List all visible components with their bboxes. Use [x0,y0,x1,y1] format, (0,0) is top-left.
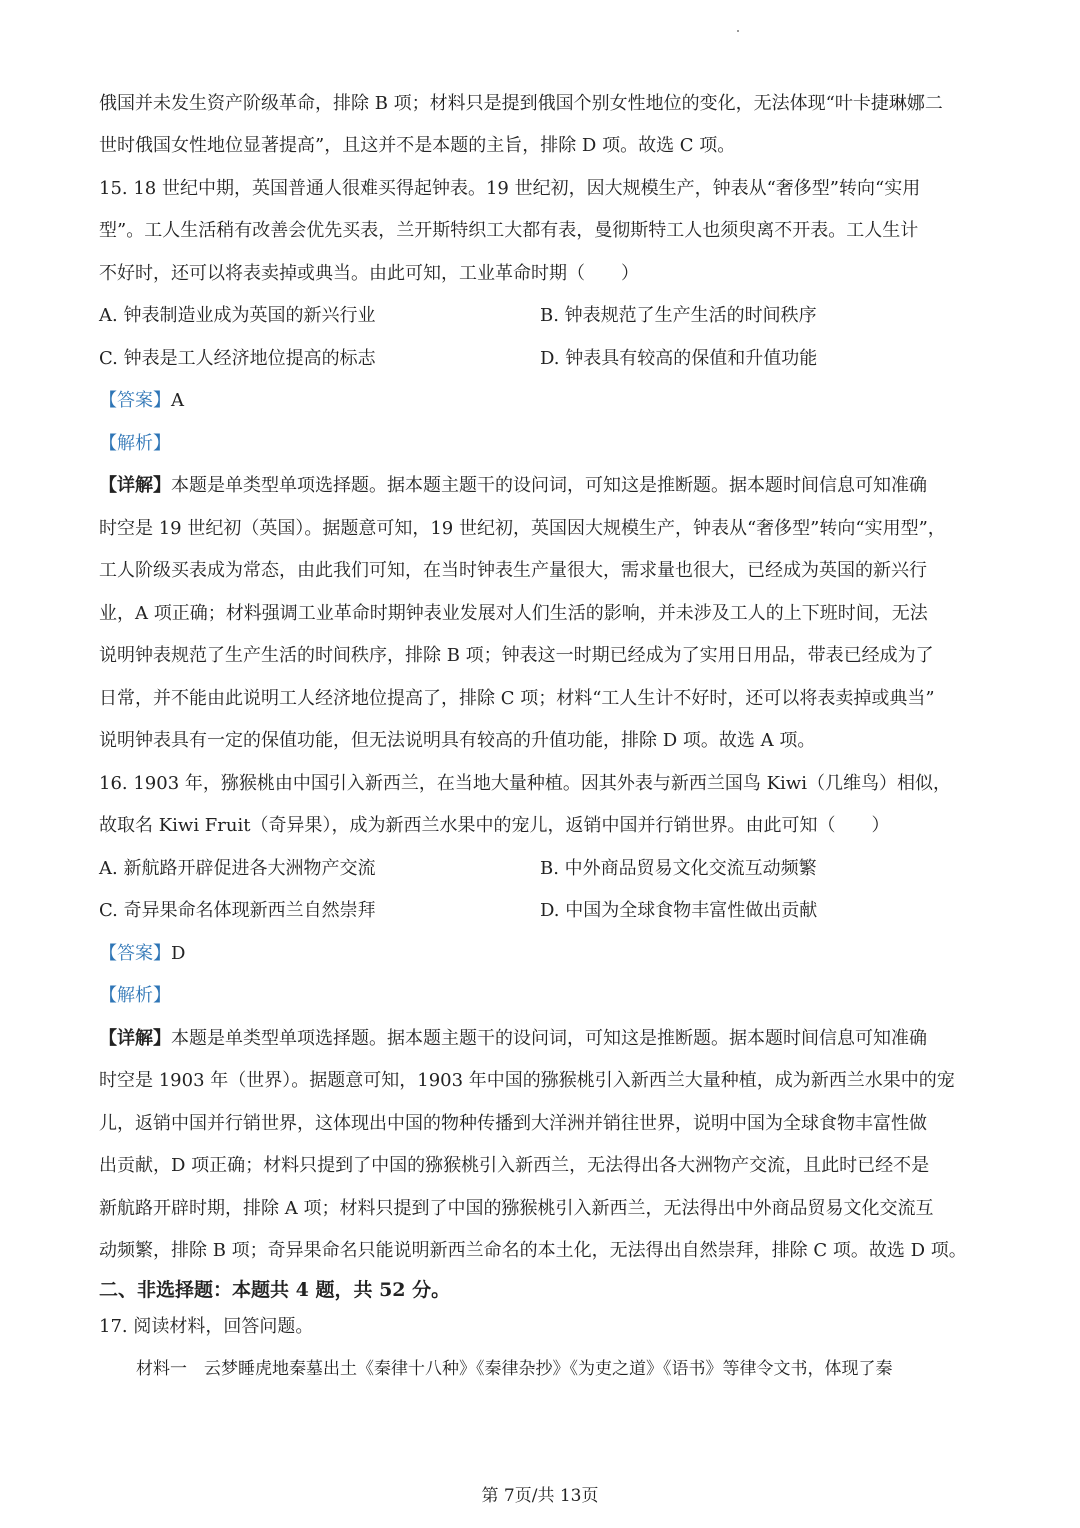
q16-answer [99,942,989,966]
detail-text: 本题是单类型单项选择题。据本题主题干的设问词，可知这是推断题。据本题时间信息可知准确 [171,1028,927,1049]
prev-explanation-line: 世时俄国女性地位显著提高”，且这并不是本题的主旨，排除 D 项。故选 C 项。 [99,135,736,156]
q17-stem: 17. 阅读材料，回答问题。 [99,1316,314,1337]
q16-detail-line: 动频繁，排除 B 项；奇异果命名只能说明新西兰命名的本土化，无法得出自然崇拜，排除 C 项。故选 D 项。 [99,1240,967,1261]
q15-detail-line: 说明钟表规范了生产生活的时间秩序，排除 B 项；钟表这一时期已经成为了实用日用品，带表已经成为了 [99,645,934,666]
q15-answer [99,389,989,413]
q15-stem: 不好时，还可以将表卖掉或典当。由此可知，工业革命时期（ ） [99,263,639,284]
q15-stem: 型”。工人生活稍有改善会优先买表，兰开斯特织工大都有表，曼彻斯特工人也须臾离不开表。工人生计 [99,220,919,241]
q15-stem: 15. 18 世纪中期，英国普通人很难买得起钟表。19 世纪初，因大规模生产，钟表从“奢侈型”转向“实用 [99,178,921,199]
q16-detail-line: 出贡献，D 项正确；材料只提到了中国的猕猴桃引入新西兰，无法得出各大洲物产交流，且此时已经不是 [99,1155,930,1176]
q15-detail-line: 日常，并不能由此说明工人经济地位提高了，排除 C 项；材料“工人生计不好时，还可以将表卖掉或典当” [99,688,935,709]
scan-speck [737,30,739,32]
q16-detail [99,1027,989,1051]
q15-option-b: B. 钟表规范了生产生活的时间秩序 [540,305,817,326]
answer-value: D [171,943,186,964]
q15-option-d: D. 钟表具有较高的保值和升值功能 [540,348,818,369]
prev-explanation-line: 俄国并未发生资产阶级革命，排除 B 项；材料只是提到俄国个别女性地位的变化，无法体现“叶卡捷琳娜二 [99,93,943,114]
q16-option-b: B. 中外商品贸易文化交流互动频繁 [540,858,817,879]
q16-analysis-tag: 【解析】 [99,985,171,1006]
q16-option-a: A. 新航路开辟促进各大洲物产交流 [99,858,376,879]
section-heading: 二、非选择题：本题共 4 题，共 52 分。 [99,1279,451,1301]
detail-text: 本题是单类型单项选择题。据本题主题干的设问词，可知这是推断题。据本题时间信息可知准确 [171,475,927,496]
q16-option-c: C. 奇异果命名体现新西兰自然崇拜 [99,900,376,921]
q15-detail-line: 说明钟表具有一定的保值功能，但无法说明具有较高的升值功能，排除 D 项。故选 A 项。 [99,730,816,751]
q16-stem: 16. 1903 年，猕猴桃由中国引入新西兰，在当地大量种植。因其外表与新西兰国鸟 Kiwi（几维鸟）相似， [99,773,951,794]
q15-detail [99,474,989,498]
detail-tag: 【详解】 [99,1028,171,1049]
detail-tag: 【详解】 [99,475,171,496]
q17-material-1: 材料一 云梦睡虎地秦墓出土《秦律十八种》《秦律杂抄》《为吏之道》《语书》等律令文书，体现了秦 [136,1359,893,1379]
q16-detail-line: 时空是 1903 年（世界）。据题意可知，1903 年中国的猕猴桃引入新西兰大量种植，成为新西兰水果中的宠 [99,1070,955,1091]
q16-option-d: D. 中国为全球食物丰富性做出贡献 [540,900,818,921]
q16-stem: 故取名 Kiwi Fruit（奇异果），成为新西兰水果中的宠儿，返销中国并行销世界。由此可知（ ） [99,815,890,836]
q15-detail-line: 工人阶级买表成为常态，由此我们可知，在当时钟表生产量很大，需求量也很大，已经成为英国的新兴行 [99,560,927,581]
q15-analysis-tag: 【解析】 [99,433,171,454]
page-number: 第 7页/共 13页 [481,1486,599,1506]
q15-detail-line: 业，A 项正确；材料强调工业革命时期钟表业发展对人们生活的影响，并未涉及工人的上下班时间，无法 [99,603,928,624]
q15-option-a: A. 钟表制造业成为英国的新兴行业 [99,305,376,326]
q16-detail-line: 新航路开辟时期，排除 A 项；材料只提到了中国的猕猴桃引入新西兰，无法得出中外商品贸易文化交流互 [99,1198,934,1219]
answer-value: A [171,390,184,411]
q16-detail-line: 儿，返销中国并行销世界，这体现出中国的物种传播到大洋洲并销往世界，说明中国为全球食物丰富性做 [99,1113,927,1134]
q15-detail-line: 时空是 19 世纪初（英国）。据题意可知，19 世纪初，英国因大规模生产，钟表从“奢侈型”转向“实用型”， [99,518,946,539]
answer-tag: 【答案】 [99,943,171,964]
answer-tag: 【答案】 [99,390,171,411]
q15-option-c: C. 钟表是工人经济地位提高的标志 [99,348,376,369]
